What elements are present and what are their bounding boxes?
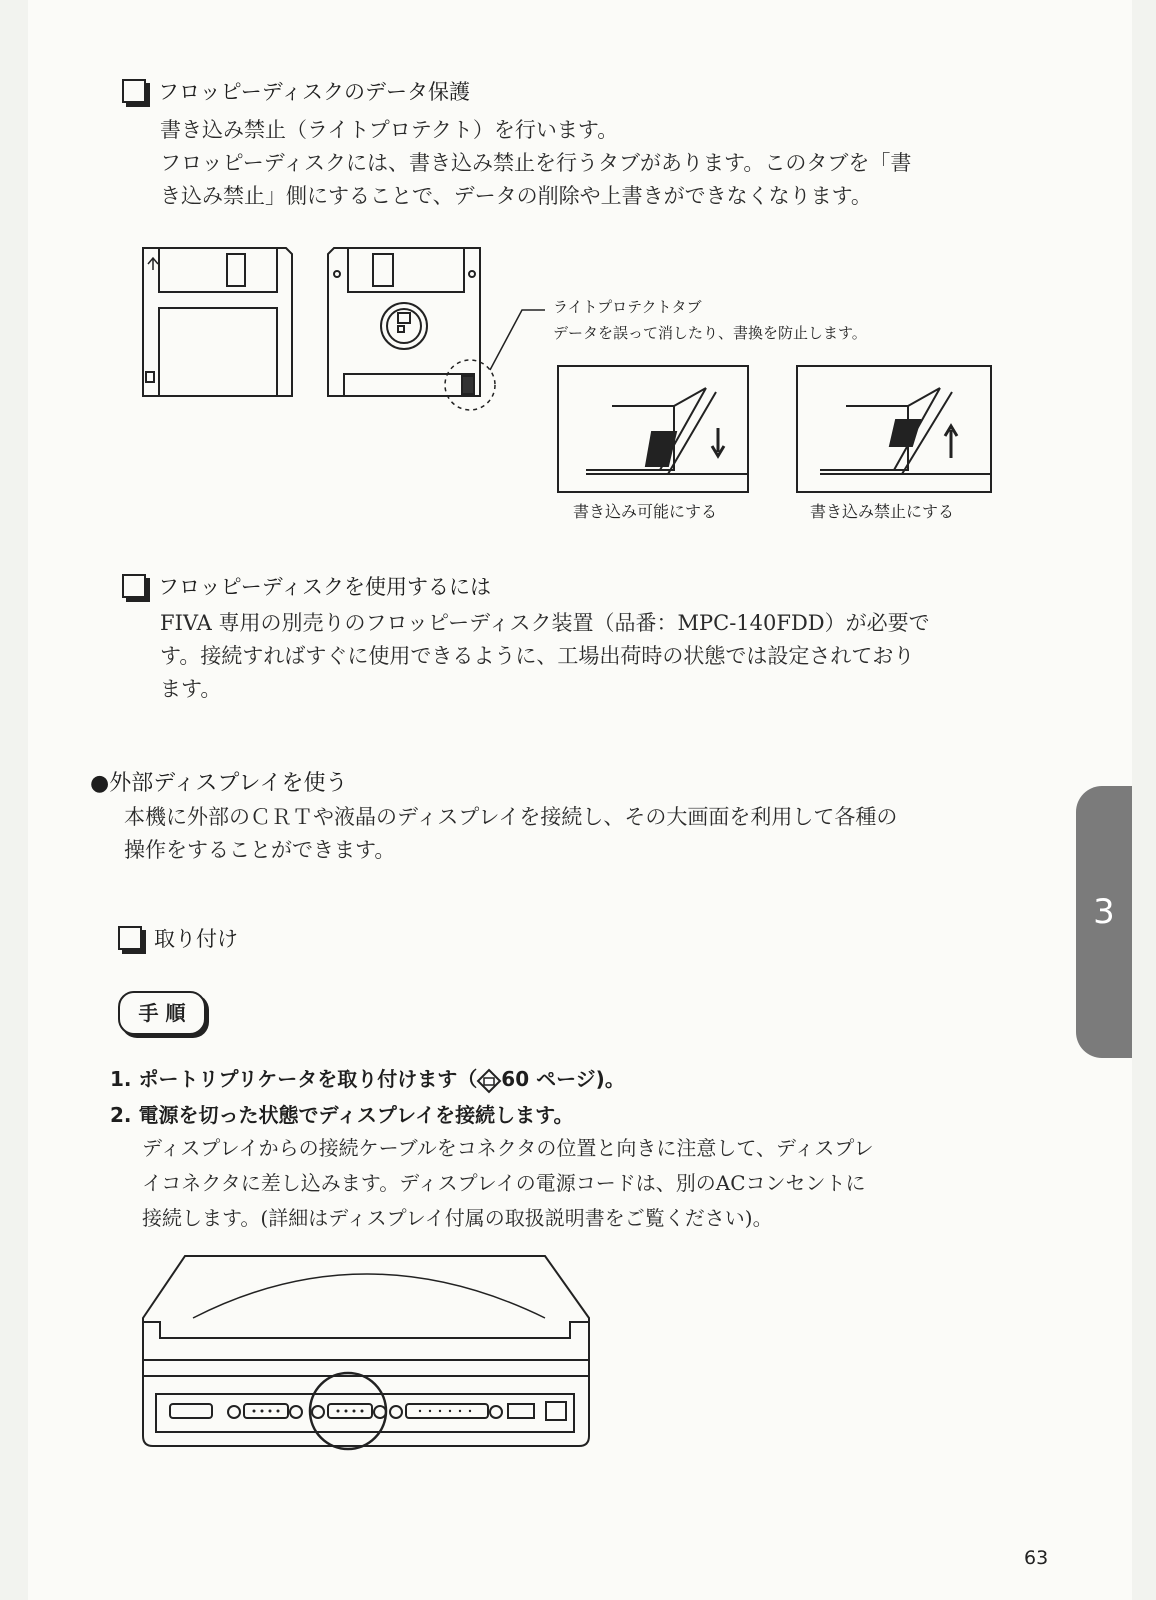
paragraph-line: フロッピーディスクには、書き込み禁止を行うタブがあります。このタブを「書	[160, 151, 912, 175]
paragraph-line: 操作をすることができます。	[124, 838, 396, 862]
step-1: 1. ポートリプリケータを取り付けます（ 60 ページ)。	[110, 1067, 625, 1091]
paragraph-line: 接続します。(詳細はディスプレイ付属の取扱説明書をご覧ください)。	[142, 1206, 773, 1230]
chapter-tab[interactable]: 3	[1076, 786, 1132, 1058]
step-2: 2. 電源を切った状態でディスプレイを接続します。	[110, 1103, 574, 1127]
paragraph-line: 書き込み禁止（ライトプロテクト）を行います。	[160, 118, 619, 142]
caption-protected: 書き込み禁止にする	[810, 502, 955, 521]
section-heading-floppy-protect: フロッピーディスクのデータ保護	[122, 76, 470, 106]
page-number: 63	[1024, 1547, 1049, 1569]
callout-title: ライトプロテクトタブ	[553, 298, 702, 316]
procedure-badge: 手 順	[118, 991, 206, 1035]
paragraph-line: す。接続すればすぐに使用できるように、工場出荷時の状態では設定されており	[160, 644, 915, 668]
paragraph-line: ます。	[160, 677, 222, 701]
paragraph-line: FIVA 専用の別売りのフロッピーディスク装置（品番：MPC-140FDD）が必要で	[160, 611, 930, 635]
paragraph-line: き込み禁止」側にすることで、データの削除や上書きができなくなります。	[160, 184, 872, 208]
paragraph-line: 本機に外部のＣＲＴや液晶のディスプレイを接続し、その大画面を利用して各種の	[124, 805, 898, 829]
callout-text: データを誤って消したり、書換を防止します。	[553, 324, 867, 342]
section-heading-external-display: ●外部ディスプレイを使う	[90, 771, 348, 796]
section-heading-floppy-use: フロッピーディスクを使用するには	[122, 571, 491, 601]
caption-writable: 書き込み可能にする	[573, 502, 718, 521]
section-heading-install: 取り付け	[118, 923, 238, 953]
paragraph-line: イコネクタに差し込みます。ディスプレイの電源コードは、別のACコンセントに	[142, 1171, 866, 1195]
paragraph-line: ディスプレイからの接続ケーブルをコネクタの位置と向きに注意して、ディスプレ	[142, 1136, 874, 1160]
